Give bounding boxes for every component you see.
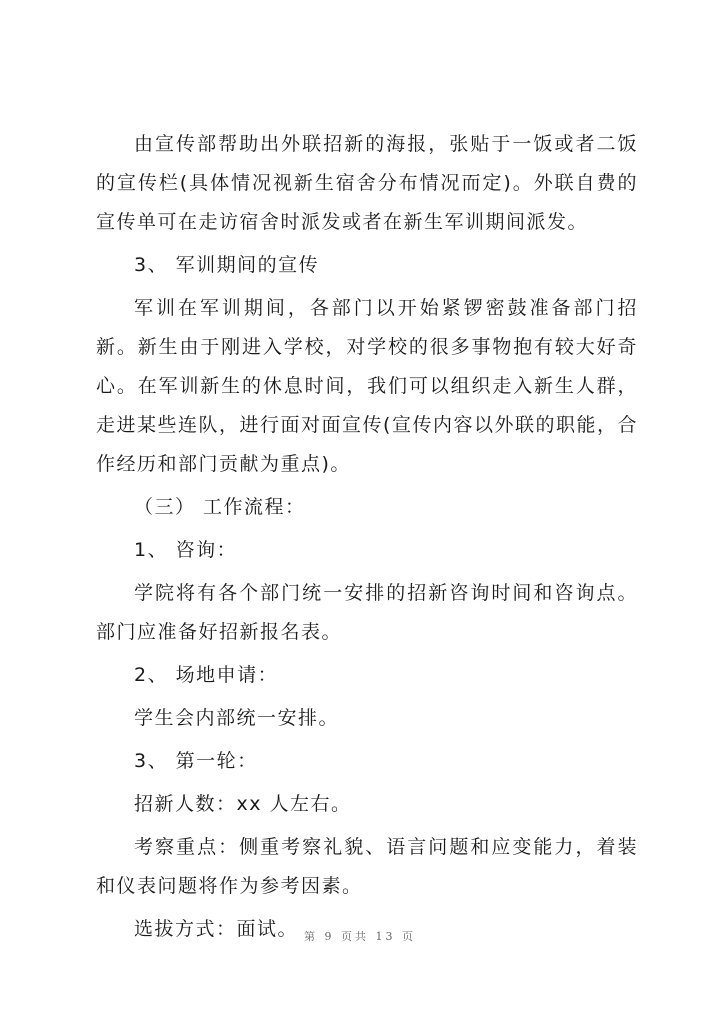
paragraph-military-training: 军训在军训期间，各部门以开始紧锣密鼓准备部门招新。新生由于刚进入学校，对学校的很多事物抱有较大好奇心。在军训新生的休息时间，我们可以组织走入新生人群，走进某些连队，进行面对面宣传(宣传内容以外联的职能，合作经历和部门贡献为重点)。: [96, 297, 638, 475]
paragraph-consultation: 学院将有各个部门统一安排的招新咨询时间和咨询点。部门应准备好招新报名表。: [96, 582, 638, 643]
heading-consultation: 1、 咨询：: [134, 539, 238, 561]
heading-first-round: 3、 第一轮：: [134, 750, 258, 772]
paragraph-selection-method: 选拔方式：面试。: [134, 918, 299, 940]
heading-military-training-publicity: 3、 军训期间的宣传: [134, 254, 320, 276]
heading-venue-application: 2、 场地申请：: [134, 664, 279, 686]
heading-workflow: （三） 工作流程：: [134, 496, 306, 518]
paragraph-recruit-count: 招新人数：xx 人左右。: [134, 793, 352, 815]
paragraph-assessment-focus: 考察重点：侧重考察礼貌、语言问题和应变能力，着装和仪表问题将作为参考因素。: [96, 836, 638, 897]
page-number-footer: 第 9 页共 13 页: [304, 930, 416, 943]
document-body: [96, 125, 638, 953]
paragraph-poster-publicity: 由宣传部帮助出外联招新的海报，张贴于一饭或者二饭的宣传栏(具体情况视新生宿舍分布情况而定)。外联自费的宣传单可在走访宿舍时派发或者在新生军训期间派发。: [96, 133, 638, 233]
paragraph-venue-application: 学生会内部统一安排。: [134, 707, 340, 729]
